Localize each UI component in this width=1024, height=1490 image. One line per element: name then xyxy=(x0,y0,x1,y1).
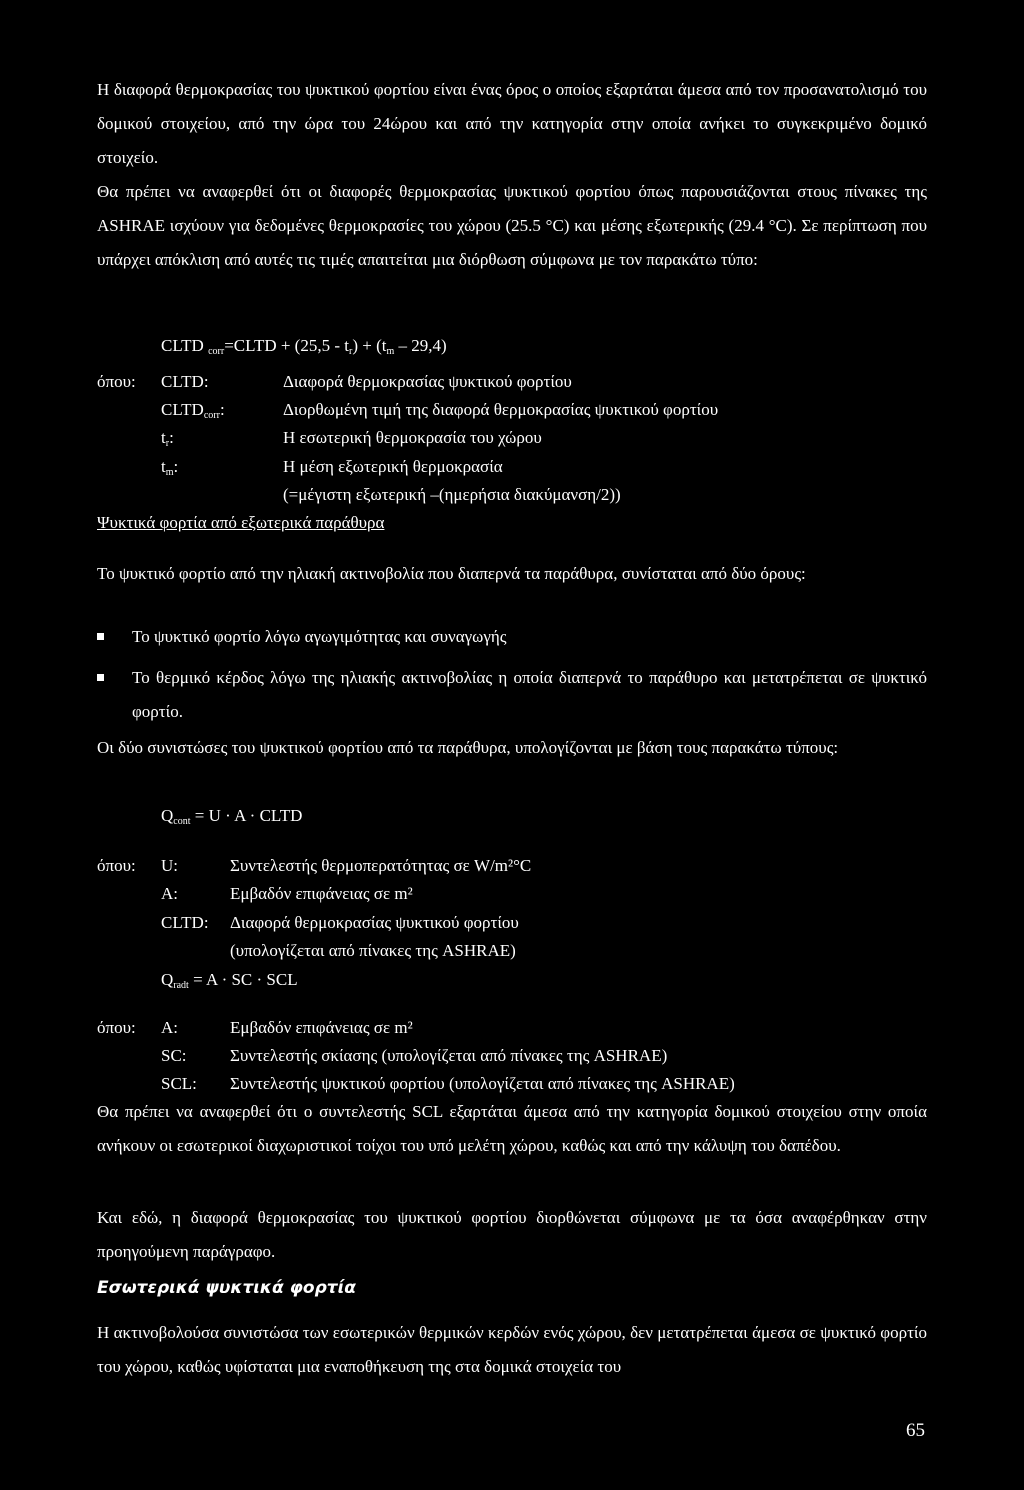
heading-windows: Ψυκτικά φορτία από εξωτερικά παράθυρα xyxy=(97,513,385,532)
def-term-a: A: xyxy=(161,884,178,903)
def-desc-u: Συντελεστής θερμοπερατότητας σε W/m²°C xyxy=(230,856,532,875)
def-desc-a-2: Εμβαδόν επιφάνειας σε m² xyxy=(230,1018,413,1037)
where-label: όπου: xyxy=(97,1018,136,1037)
paragraph-window-components: Οι δύο συνιστώσες του ψυκτικού φορτίου από τα παράθυρα, υπολογίζονται με βάση τους παρακάτω τύπους: xyxy=(97,738,839,757)
bullet-icon xyxy=(97,674,104,681)
def-desc-a: Εμβαδόν επιφάνειας σε m² xyxy=(230,884,413,903)
formula-cltd-corr: CLTD $_{corr}$=CLTD + $(25,5 - t_r) + (t_m - 29,4)$ xyxy=(161,336,447,357)
def-term-sc: SC: xyxy=(161,1046,187,1065)
def-desc-cltd-corr: Διορθωμένη τιμή της διαφορά θερμοκρασίας ψυκτικού φορτίου xyxy=(283,400,719,419)
def-desc-cltd-2: Διαφορά θερμοκρασίας ψυκτικού φορτίου xyxy=(230,913,519,932)
page-number: 65 xyxy=(906,1420,925,1441)
heading-internal-loads: Εσωτερικά ψυκτικά φορτία xyxy=(97,1278,356,1298)
def-term-cltd: CLTD: xyxy=(161,372,209,391)
def-term-u: U: xyxy=(161,856,178,875)
def-desc-tr: Η εσωτερική θερμοκρασία του χώρου xyxy=(283,428,542,447)
def-desc-sc: Συντελεστής σκίασης (υπολογίζεται από πίνακες της ASHRAE) xyxy=(230,1046,668,1065)
def-term-a-2: A: xyxy=(161,1018,178,1037)
bullet-item-solar-gain: Το θερμικό κέρδος λόγω της ηλιακής ακτινοβολίας η οποία διαπερνά το παράθυρο και μετατρέπεται σε ψυκτικό φορτίο. xyxy=(132,668,927,721)
def-term-cltd-corr: $CLTD_{corr}$: xyxy=(161,400,225,421)
formula-qcont: $Q_{cont} = U \cdot A$ · CLTD xyxy=(161,806,303,827)
paragraph-ashrae-conditions: Θα πρέπει να αναφερθεί ότι οι διαφορές θερμοκρασίας ψυκτικού φορτίου όπως παρουσιάζονται στους πίνακες της ASHRAE ισχύουν για δεδομένες θερμοκρασίες του χώρου (25.5 °C) και μέσης εξωτερικής (29.4 °C). Σε περίπτωση που υπάρχει απόκλιση από αυτές τις τιμές απαιτείται μια διόρθωση σύμφωνα με τον παρακάτω τύπο: xyxy=(97,182,927,269)
formula-qradt: $Q_{radt} = A$ · SC · SCL xyxy=(161,970,298,991)
def-desc-tm: Η μέση εξωτερική θερμοκρασία xyxy=(283,457,503,476)
paragraph-scl: Θα πρέπει να αναφερθεί ότι ο συντελεστής SCL εξαρτάται άμεσα από την κατηγορία δομικού στοιχείου στην οποία ανήκουν οι εσωτερικοί διαχωριστικοί τοίχοι του υπό μελέτη χώρου, καθώς και από την κάλυψη του δαπέδου. xyxy=(97,1102,927,1155)
paragraph-correction: Και εδώ, η διαφορά θερμοκρασίας του ψυκτικού φορτίου διορθώνεται σύμφωνα με τα όσα αναφέρθηκαν στην προηγούμενη παράγραφο. xyxy=(97,1208,927,1261)
def-desc-scl: Συντελεστής ψυκτικού φορτίου (υπολογίζεται από πίνακες της ASHRAE) xyxy=(230,1074,735,1093)
def-desc-cltd: Διαφορά θερμοκρασίας ψυκτικού φορτίου xyxy=(283,372,572,391)
def-term-tm: $t_m$: xyxy=(161,457,179,478)
where-label: όπου: xyxy=(97,372,136,391)
bullet-item-conduction: Το ψυκτικό φορτίο λόγω αγωγιμότητας και συναγωγής xyxy=(132,627,507,646)
paragraph-internal-loads: Η ακτινοβολούσα συνιστώσα των εσωτερικών θερμικών κερδών ενός χώρου, δεν μετατρέπεται άμεσα σε ψυκτικό φορτίο του χώρου, καθώς υφίσταται μια εναποθήκευση της στα δομικά στοιχεία του xyxy=(97,1323,927,1376)
def-term-scl: SCL: xyxy=(161,1074,197,1093)
paragraph-cltd-intro: Η διαφορά θερμοκρασίας του ψυκτικού φορτίου είναι ένας όρος ο οποίος εξαρτάται άμεσα από τον προσανατολισμό του δομικού στοιχείου, από την ώρα του 24ώρου και από την κατηγορία στην οποία ανήκει το συγκεκριμένο δομικό στοιχείο. xyxy=(97,80,927,167)
where-label: όπου: xyxy=(97,856,136,875)
def-term-cltd-2: CLTD: xyxy=(161,913,209,932)
bullet-icon xyxy=(97,633,104,640)
paragraph-windows-terms: Το ψυκτικό φορτίο από την ηλιακή ακτινοβολία που διαπερνά τα παράθυρα, συνίσταται από δύο όρους: xyxy=(97,564,806,583)
def-desc-tm-extra: (=μέγιστη εξωτερική –(ημερήσια διακύμανση/2)) xyxy=(283,485,621,504)
def-term-tr: $t_r$: xyxy=(161,428,174,449)
def-desc-cltd-2-extra: (υπολογίζεται από πίνακες της ASHRAE) xyxy=(230,941,516,960)
